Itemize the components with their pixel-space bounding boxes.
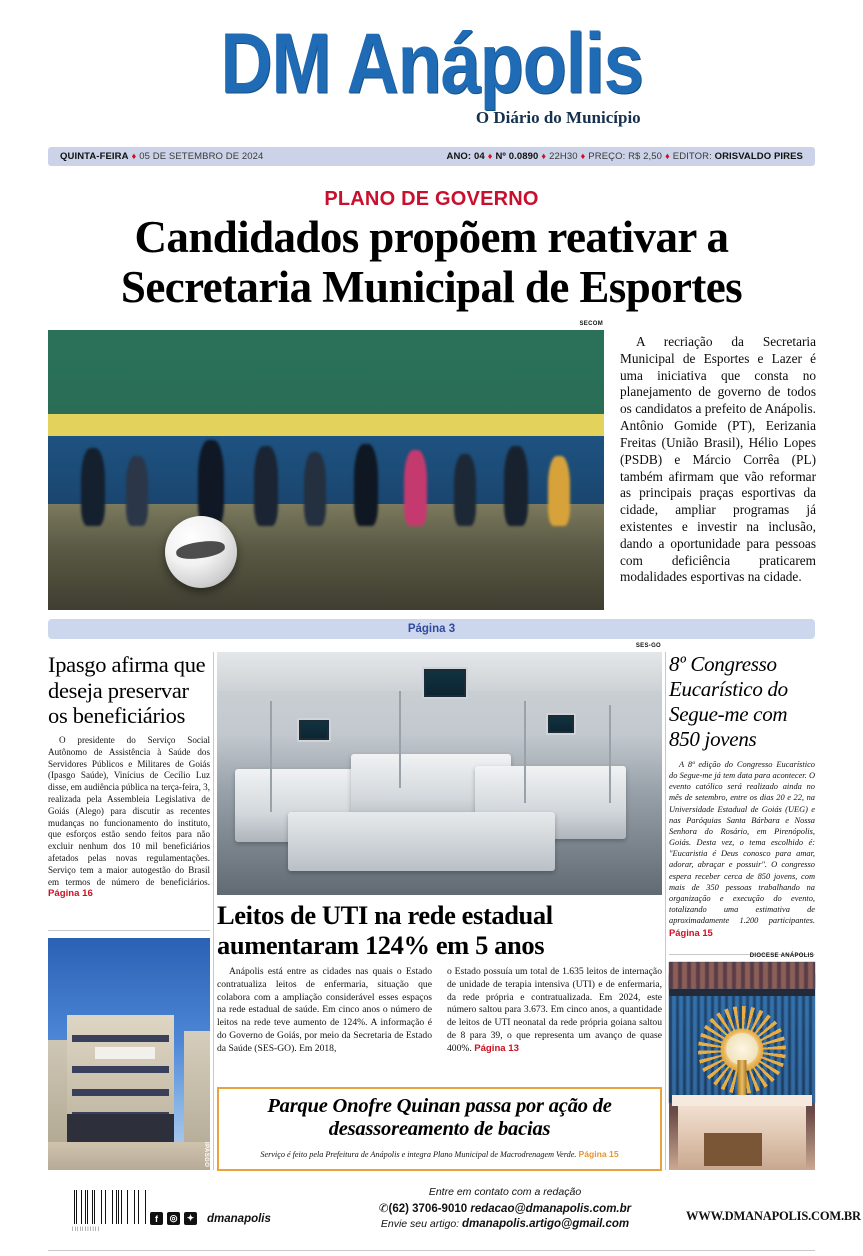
- footer-divider: [48, 1250, 815, 1251]
- uti-body-col2: [447, 966, 662, 1055]
- diamond-separator-icon: ♦: [580, 151, 586, 161]
- uti-body: [217, 966, 662, 1055]
- congresso-photo-art: [669, 962, 815, 1170]
- column-divider-left: [213, 652, 214, 1170]
- uti-body-col1: Anápolis está entre as cidades nas quais o Estado contratualiza leitos de enfermaria, situação que colabora com a ampliação considerável esses espaços na rede estadual de saúde. Em cinco anos o número de leitos na rede teve aumento de 124%. A informação é do Governo de Goiás, por meio da Secretaria de Estado da Saúde (SES-GO). Em 2018,: [217, 966, 432, 1054]
- ipasgo-headline: Ipasgo afirma que deseja preservar os beneficiários: [48, 652, 206, 729]
- congresso-headline: 8º Congresso Eucarístico do Segue-me com 850 jovens: [669, 652, 788, 751]
- preco-value: R$ 2,50: [628, 151, 663, 162]
- left-column-rule: [48, 930, 210, 931]
- onofre-subtext: [231, 1149, 648, 1159]
- contact-heading: Entre em contato com a redação: [428, 1186, 582, 1198]
- lead-kicker: PLANO DE GOVERNO: [324, 188, 539, 210]
- diamond-separator-icon: ♦: [131, 151, 137, 161]
- ipasgo-page-reference[interactable]: Página 16: [48, 888, 93, 900]
- newspaper-logo: DM Anápolis: [220, 16, 643, 112]
- contact-email-artigo[interactable]: dmanapolis.artigo@gmail.com: [462, 1218, 630, 1230]
- diamond-separator-icon: ♦: [665, 151, 670, 161]
- contact-phone-email: [330, 1201, 680, 1215]
- onofre-page-reference[interactable]: Página 15: [578, 1148, 619, 1159]
- datebar-left: [60, 151, 263, 162]
- facebook-icon[interactable]: f: [150, 1212, 163, 1225]
- contact-phone[interactable]: (62) 3706-9010: [388, 1203, 468, 1215]
- barcode-digits: |||||||||||: [72, 1226, 101, 1231]
- diamond-separator-icon: ♦: [541, 151, 547, 161]
- ipasgo-body-text: O presidente do Serviço Social Autônomo de Assistência à Saúde dos Servidores Públicos e Militares de Goiás (Ipasgo Saúde), Vinícius de Cecílio Luz disse, em audiência pública na terça-feira, 3, realizada pela Assembleia Legislativa de Goiás (Alego) para discutir as recentes mudanças no funcionamento do instituto, que esforços estão sendo feitos para não excluir nenhum dos 10 mil beneficiários afetados pelas novas regulamentações. Serviço tem a maior autogestão do Brasil em termos de número de beneficiários.: [48, 734, 210, 887]
- ipasgo-photo-art: [48, 938, 210, 1170]
- ano-value: 04: [473, 151, 485, 162]
- numero-label: Nº: [495, 151, 506, 162]
- whatsapp-icon: ✆: [378, 1203, 389, 1215]
- ipasgo-body: [48, 735, 210, 901]
- lead-page-reference[interactable]: Página 3: [48, 619, 815, 639]
- logo-block: [220, 16, 643, 128]
- numero-value: 0.0890: [508, 151, 539, 162]
- contact-block: [330, 1186, 680, 1230]
- lead-photo: [48, 321, 604, 610]
- ano-label: ANO:: [446, 151, 472, 162]
- editor-name: ORISVALDO PIRES: [714, 151, 803, 162]
- datebar-right: [447, 151, 803, 162]
- uti-headline: Leitos de UTI na rede estadual aumentaram 124% em 5 anos: [217, 900, 553, 960]
- congresso-body: [669, 759, 815, 939]
- left-column-article: [48, 652, 210, 901]
- congresso-photo: [669, 953, 815, 1170]
- icu-photo: [217, 643, 662, 895]
- lead-photo-art: [48, 330, 604, 610]
- uti-page-reference[interactable]: Página 13: [474, 1042, 519, 1054]
- contact-email-redacao[interactable]: redacao@dmanapolis.com.br: [470, 1203, 632, 1215]
- social-links: [150, 1212, 271, 1225]
- congresso-body-text: A 8ª edição do Congresso Eucarístico do Segue-me já tem data para acontecer. O evento católico será realizado ainda no mês de setembro, entre os dias 20 e 22, na Universidade Estadual de Goiás (UEG) e nas Paróquias Santa Bárbara e Nossa Senhora do Rosário, em Pirenópolis, Goiás. Desta vez, o tema escolhido é: "Eucaristia é Deus conosco para amar, adorar, abraçar e possuir". O congresso espera receber cerca de 850 jovens, com mais de 350 pessoas trabalhando na organização e execução do evento, totalizando uma estimativa de aproximadamente 1.200 participantes.: [669, 759, 815, 926]
- onofre-subtext-text: Serviço é feito pela Prefeitura de Anápolis e integra Plano Municipal de Macrodrenagem Verde.: [260, 1149, 577, 1159]
- issue-date: 05 DE SETEMBRO DE 2024: [139, 151, 264, 162]
- congresso-photo-credit: DIOCESE ANÁPOLIS: [749, 953, 814, 959]
- website-url[interactable]: WWW.DMANAPOLIS.COM.BR: [686, 1209, 861, 1223]
- uti-body-col2-text: o Estado possuía um total de 1.635 leitos de internação de unidade de terapia intensiva (UTI) e de enfermaria, da rede própria e contratualizada. Em 2024, este número saltou para 3.673. Em cinco anos, a quantidade de leitos de UTI neonatal da rede própria goiana saltou de 8 para 39, o que representa um avanço de quase 400%.: [447, 966, 662, 1054]
- newspaper-tagline: O Diário do Município: [475, 108, 641, 128]
- lead-body-text: A recriação da Secretaria Municipal de Esportes e Lazer é uma iniciativa que consta no planejamento de governo de todos os candidatos a prefeito de Anápolis. Antônio Gomide (PT), Eerizania Freitas (União Brasil), Hélio Lopes (PSDB) e Márcio Corrêa (PL) também afirmam que vão reformar as principais praças esportivas da cidade, ampliar programas já existentes e investir na inclusão, dando a oportunidade para pessoas com deficiência praticarem modalidades esportivas na cidade.: [620, 334, 816, 585]
- lead-photo-credit: SECOM: [579, 321, 603, 327]
- icu-photo-art: [217, 652, 662, 895]
- lead-headline: Candidados propõem reativar a Secretaria Municipal de Esportes: [120, 212, 743, 313]
- social-handle[interactable]: dmanapolis: [207, 1212, 271, 1225]
- masthead: [0, 0, 863, 142]
- edition-time: 22H30: [549, 151, 578, 162]
- weekday-label: QUINTA-FEIRA: [60, 151, 129, 162]
- date-info-bar: [48, 147, 815, 166]
- barcode: [72, 1190, 148, 1230]
- ipasgo-building-photo: [48, 938, 210, 1170]
- soccer-ball: [165, 516, 237, 588]
- icu-photo-credit: SES-GO: [635, 643, 661, 649]
- preco-label: PREÇO:: [588, 151, 626, 162]
- onofre-quinan-box[interactable]: [217, 1087, 662, 1171]
- column-divider-right: [665, 652, 666, 1170]
- diamond-separator-icon: ♦: [487, 151, 493, 161]
- twitter-icon[interactable]: ✦: [184, 1212, 197, 1225]
- onofre-headline: Parque Onofre Quinan passa por ação de desassoreamento de bacias: [267, 1095, 612, 1141]
- ipasgo-photo-credit: IPASGO: [203, 1141, 209, 1167]
- editor-label: EDITOR:: [672, 151, 712, 162]
- contact-artigo-label: Envie seu artigo:: [380, 1218, 460, 1230]
- congresso-page-reference[interactable]: Página 15: [669, 926, 713, 938]
- contact-artigo-line: [330, 1218, 680, 1230]
- instagram-icon[interactable]: ◎: [167, 1212, 180, 1225]
- right-column-article: [669, 652, 815, 939]
